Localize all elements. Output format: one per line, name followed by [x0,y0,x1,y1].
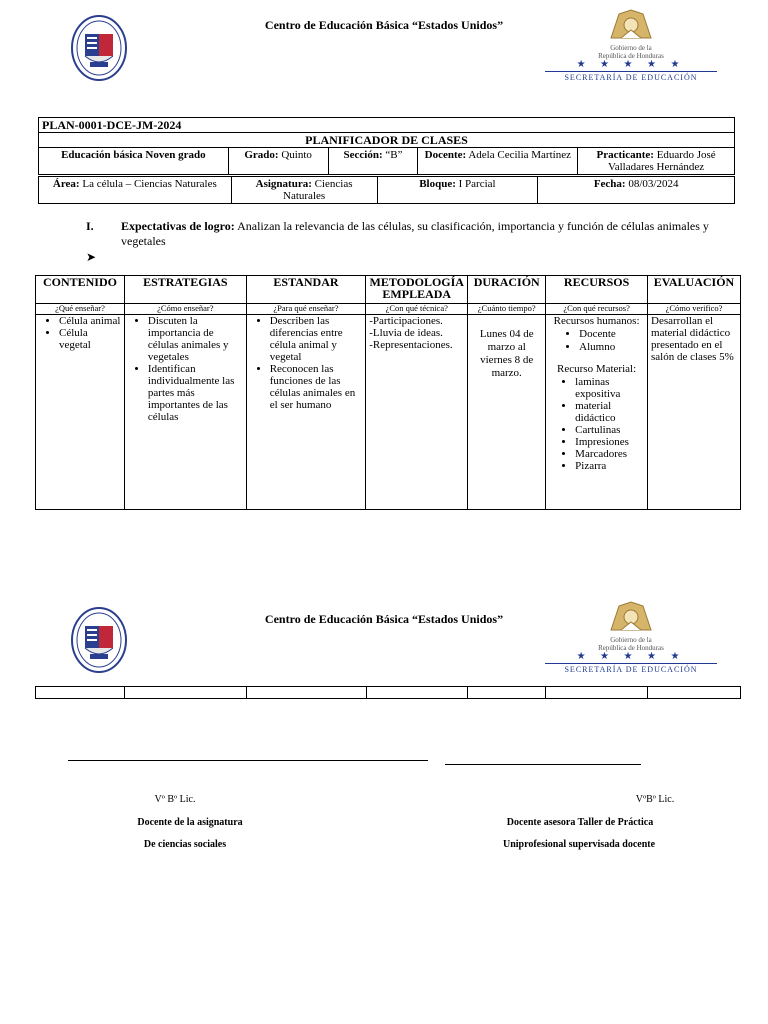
recursos-cell [546,315,648,510]
question-evaluacion: ¿Cómo verifico? [648,304,741,315]
estandar-cell [246,315,366,510]
right-signature-subtitle: Uniprofesional supervisada docente [502,839,656,850]
gov-line-2: República de Honduras [598,644,664,652]
header-evaluacion: EVALUACIÓN [648,276,741,304]
school-name-2: Centro de Educación Básica “Estados Unidos” [264,612,504,626]
list-item: • Pizarra [575,460,644,472]
list-item: • material didáctico [575,400,644,424]
duracion-cell: Lunes 04 de marzo al viernes 8 de marzo. [468,315,546,510]
seccion-cell: Sección: “B” [328,148,418,175]
plan-code: PLAN-0001-DCE-JM-2024 [39,118,735,133]
list-item: • Reconocen las funciones de las células animales en el ser humano [270,363,363,411]
metodologia-cell [366,315,468,510]
list-item: • Docente [579,328,644,341]
government-logo [545,8,717,80]
header-metodologia: METODOLOGÍA EMPLEADA [366,276,468,304]
list-item: • Discuten la importancia de células animales y vegetales [148,315,243,363]
estrategias-cell [124,315,246,510]
list-item: • Alumno [579,341,644,354]
plan-title: PLANIFICADOR DE CLASES [39,133,735,148]
stars-icon: ★ ★ ★ ★ ★ [576,651,686,662]
left-vb: Vº Bº Lic. [154,794,196,805]
list-item: • Célula vegetal [59,327,121,351]
list-item: • Cartulinas [575,424,644,436]
question-recursos: ¿Con qué recursos? [546,304,648,315]
list-item: • Marcadores [575,448,644,460]
header-contenido: CONTENIDO [36,276,125,304]
header-recursos: RECURSOS [546,276,648,304]
metodologia-item: -Participaciones. [369,315,443,327]
header-estandar: ESTANDAR [246,276,366,304]
school-logo [70,14,128,82]
header-duracion: DURACIÓN [468,276,546,304]
gov-line-3: SECRETARÍA DE EDUCACIÓN [564,665,698,674]
gov-line-2: República de Honduras [598,52,664,60]
metodologia-item: -Lluvia de ideas. [369,327,443,339]
arrow-bullet-icon: ➤ [86,250,97,264]
education-level: Educación básica Noven grado [39,148,229,175]
gov-line-1: Gobierno de la [610,636,652,644]
plan-table [35,275,741,510]
header-estrategias: ESTRATEGIAS [124,276,246,304]
list-item: • Describen las diferencias entre célula animal y vegetal [270,315,363,363]
list-item: • Impresiones [575,436,644,448]
expectativas-text: Expectativas de logro: Analizan la relevancia de las células, su clasificación, importancia y función de células animales y vegetales [121,219,709,248]
question-contenido: ¿Qué enseñar? [36,304,125,315]
grado-cell: Grado: Quinto [228,148,328,175]
school-logo-2 [70,606,128,674]
contenido-cell [36,315,125,510]
right-signature-title: Docente asesora Taller de Práctica [506,817,654,828]
school-name: Centro de Educación Básica “Estados Unidos” [264,18,504,32]
government-logo-2 [545,600,717,672]
bloque-cell: Bloque: I Parcial [377,177,538,204]
question-metodologia: ¿Con qué técnica? [366,304,468,315]
evaluacion-cell: Desarrollan el material didáctico presentado en el salón de clases 5% [648,315,741,510]
list-item: • Célula animal [59,315,121,327]
right-vb: VºBº Lic. [635,794,675,805]
docente-cell: Docente: Adela Cecilia Martínez [418,148,578,175]
left-signature-title: Docente de la asignatura [137,817,243,828]
question-estandar: ¿Para qué enseñar? [246,304,366,315]
signature-line-right [445,764,641,765]
metodologia-item: -Representaciones. [369,339,453,351]
continuation-row [35,686,741,699]
practicante-cell: Practicante: Eduardo José Valladares Hernández [578,148,735,175]
stars-icon: ★ ★ ★ ★ ★ [576,59,686,70]
expectativas-number: I. [86,219,94,233]
signature-line-left [68,760,428,761]
fecha-cell: Fecha: 08/03/2024 [538,177,735,204]
list-item: • laminas expositiva [575,376,644,400]
area-cell: Área: La célula – Ciencias Naturales [39,177,232,204]
plan-header-table [38,117,735,175]
question-duracion: ¿Cuánto tiempo? [468,304,546,315]
asignatura-cell: Asignatura: Ciencias Naturales [231,177,377,204]
gov-line-1: Gobierno de la [610,44,652,52]
question-estrategias: ¿Cómo enseñar? [124,304,246,315]
left-signature-subtitle: De ciencias sociales [143,839,227,850]
recurso-material-label: Recurso Material: [557,363,637,375]
list-item: • Identifican individualmente las partes más importantes de las células [148,363,243,423]
plan-header-table-2 [38,176,735,204]
gov-line-3: SECRETARÍA DE EDUCACIÓN [564,73,698,82]
recursos-humanos-label: Recursos humanos: [553,315,640,327]
